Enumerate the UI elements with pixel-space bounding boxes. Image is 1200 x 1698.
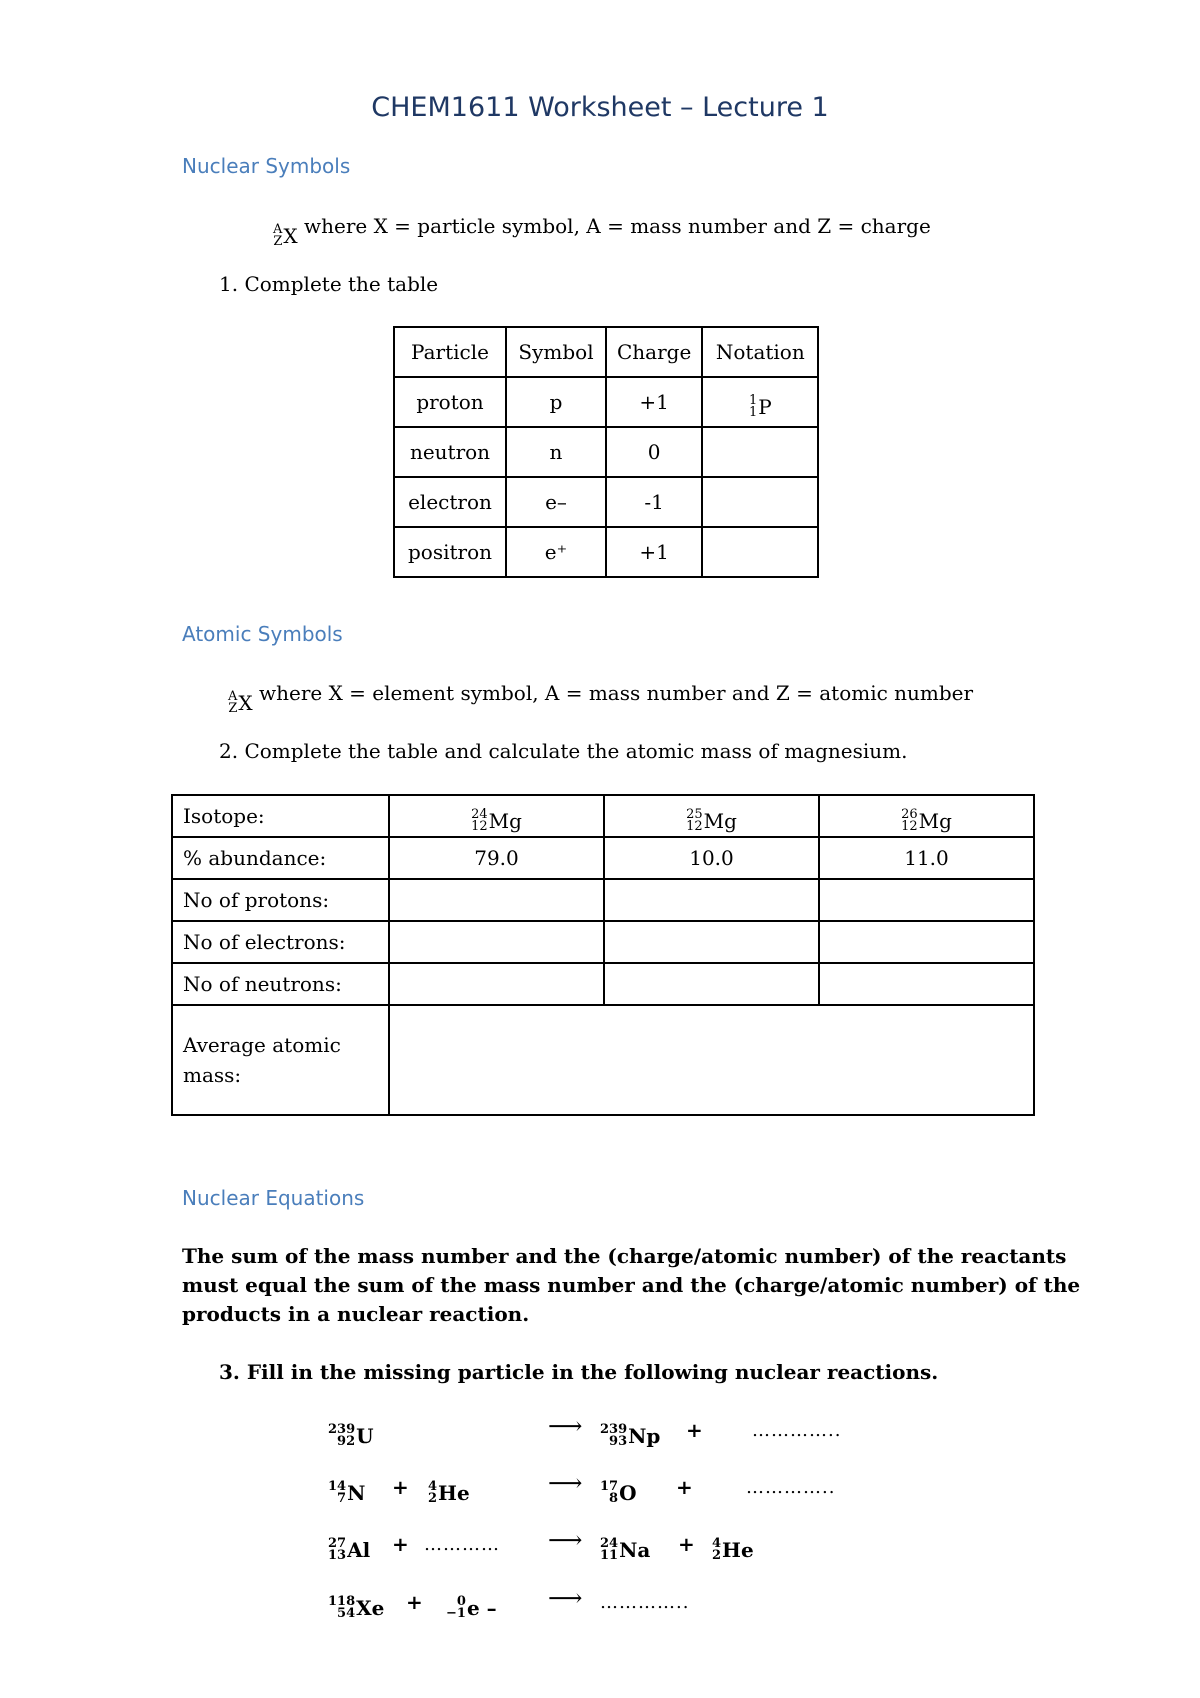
reaction-3-reactant-al27: 27 13 Al: [328, 1536, 371, 1563]
isotope-mg26: 26 12 Mg: [819, 795, 1034, 837]
abundance-label: % abundance:: [172, 837, 389, 879]
header-charge: Charge: [606, 327, 702, 377]
protons-row: [172, 879, 1034, 921]
neutrons-row: [172, 963, 1034, 1005]
answer-cell[interactable]: [819, 963, 1034, 1005]
reaction-3-product-na24: 24 11 Na: [600, 1536, 651, 1563]
abundance-row: [172, 837, 1034, 879]
plus-sign: +: [678, 1532, 695, 1556]
average-mass-answer-cell[interactable]: [389, 1005, 1034, 1115]
table-row: [394, 427, 818, 477]
header-notation: Notation: [702, 327, 818, 377]
particle-cell: electron: [394, 477, 506, 527]
reaction-3-arrow: ⟶: [548, 1526, 583, 1554]
notation-answer-cell[interactable]: [702, 527, 818, 577]
charge-cell: +1: [606, 377, 702, 427]
reaction-2-blank[interactable]: …………..: [746, 1477, 836, 1498]
section-heading-nuclear-equations: Nuclear Equations: [182, 1186, 365, 1210]
answer-cell[interactable]: [604, 879, 819, 921]
notation-answer-cell[interactable]: [702, 427, 818, 477]
symbol-cell: e⁺: [506, 527, 606, 577]
answer-cell[interactable]: [819, 921, 1034, 963]
table-row: [394, 377, 818, 427]
reaction-1-reactant-u239: 239 92 U: [328, 1422, 374, 1449]
reaction-2-reactant-n14: 14 7 N: [328, 1479, 366, 1506]
plus-sign: +: [676, 1475, 693, 1499]
notation-cell: [702, 377, 818, 427]
answer-cell[interactable]: [819, 879, 1034, 921]
symbol-cell: n: [506, 427, 606, 477]
answer-cell[interactable]: [389, 921, 604, 963]
charge-cell: +1: [606, 527, 702, 577]
answer-cell[interactable]: [389, 879, 604, 921]
page-title: CHEM1611 Worksheet – Lecture 1: [371, 92, 829, 123]
plus-sign: +: [406, 1590, 423, 1614]
neutrons-label: No of neutrons:: [172, 963, 389, 1005]
nuclear-symbol-definition: A Z X where X = particle symbol, A = mass number and Z = charge: [273, 214, 931, 249]
general-atomic-notation: A Z X: [228, 689, 253, 716]
answer-cell[interactable]: [389, 963, 604, 1005]
atomic-symbol-definition: A Z X where X = element symbol, A = mass number and Z = atomic number: [228, 681, 974, 716]
plus-sign: +: [392, 1475, 409, 1499]
plus-sign: +: [686, 1418, 703, 1442]
isotope-mg24: 24 12 Mg: [389, 795, 604, 837]
electrons-label: No of electrons:: [172, 921, 389, 963]
average-mass-label: Average atomic mass:: [172, 1005, 389, 1115]
section-heading-nuclear-symbols: Nuclear Symbols: [182, 154, 351, 178]
electrons-row: [172, 921, 1034, 963]
isotope-label: Isotope:: [172, 795, 389, 837]
isotope-table: [171, 794, 1035, 1116]
symbol-cell: p: [506, 377, 606, 427]
plus-sign: +: [392, 1532, 409, 1556]
question-1: 1. Complete the table: [219, 272, 439, 296]
symbol-cell: e–: [506, 477, 606, 527]
equation-rule-line-3: products in a nuclear reaction.: [182, 1302, 530, 1326]
isotope-mg25: 25 12 Mg: [604, 795, 819, 837]
reaction-1-arrow: ⟶: [548, 1412, 583, 1440]
header-particle: Particle: [394, 327, 506, 377]
reaction-1-product-np239: 239 93 Np: [600, 1422, 661, 1449]
reaction-4-arrow: ⟶: [548, 1584, 583, 1612]
abundance-value: 10.0: [604, 837, 819, 879]
reaction-2-product-o17: 17 8 O: [600, 1479, 637, 1506]
question-2: 2. Complete the table and calculate the atomic mass of magnesium.: [219, 739, 908, 763]
particle-cell: proton: [394, 377, 506, 427]
equation-rule-line-1: The sum of the mass number and the (charge/atomic number) of the reactants: [182, 1244, 1067, 1268]
isotope-row: [172, 795, 1034, 837]
reaction-4-reactant-electron: 0 −1 e –: [446, 1594, 497, 1621]
reaction-4-blank[interactable]: …………..: [600, 1592, 690, 1613]
protons-label: No of protons:: [172, 879, 389, 921]
particle-cell: positron: [394, 527, 506, 577]
particle-table: [393, 326, 819, 578]
notation-answer-cell[interactable]: [702, 477, 818, 527]
abundance-value: 11.0: [819, 837, 1034, 879]
average-mass-row: [172, 1005, 1034, 1115]
table-row: [394, 477, 818, 527]
header-symbol: Symbol: [506, 327, 606, 377]
general-nuclide-notation: A Z X: [273, 222, 298, 249]
particle-cell: neutron: [394, 427, 506, 477]
reaction-1-blank[interactable]: …………..: [752, 1420, 842, 1441]
proton-notation: 1 1 P: [748, 393, 772, 420]
reaction-4-reactant-xe118: 118 54 Xe: [328, 1594, 385, 1621]
section-heading-atomic-symbols: Atomic Symbols: [182, 622, 343, 646]
answer-cell[interactable]: [604, 921, 819, 963]
abundance-value: 79.0: [389, 837, 604, 879]
charge-cell: 0: [606, 427, 702, 477]
reaction-2-reactant-he4: 4 2 He: [428, 1479, 470, 1506]
answer-cell[interactable]: [604, 963, 819, 1005]
question-3: 3. Fill in the missing particle in the following nuclear reactions.: [219, 1360, 939, 1384]
reaction-3-blank[interactable]: …………: [424, 1534, 500, 1555]
reaction-2-arrow: ⟶: [548, 1469, 583, 1497]
table-header-row: [394, 327, 818, 377]
charge-cell: -1: [606, 477, 702, 527]
table-row: [394, 527, 818, 577]
reaction-3-product-he4: 4 2 He: [712, 1536, 754, 1563]
equation-rule-line-2: must equal the sum of the mass number and the (charge/atomic number) of the: [182, 1273, 1081, 1297]
